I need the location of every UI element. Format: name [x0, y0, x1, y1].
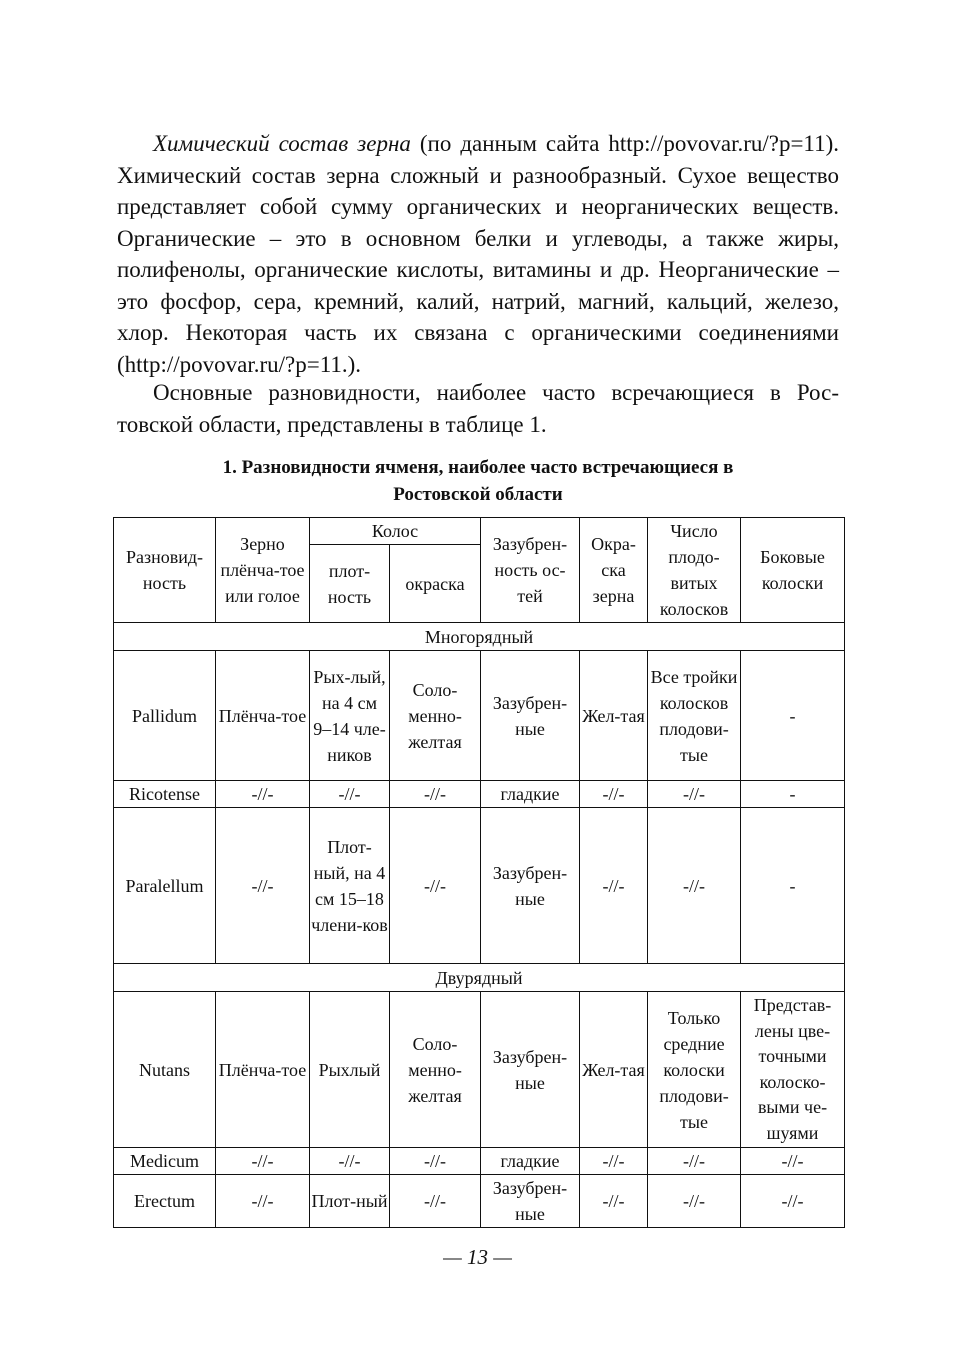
header-awns: Зазубрен-ность ос-тей: [481, 518, 580, 623]
cell-color: -//-: [390, 1148, 481, 1175]
cell-grain: Плёнча-тое: [216, 992, 310, 1148]
table-caption-line-2: Ростовской области: [393, 484, 563, 505]
cell-grain-color: Жел-тая: [580, 992, 648, 1148]
cell-awns: гладкие: [481, 781, 580, 808]
intro-paragraph: [117, 128, 839, 380]
cell-fertile: -//-: [648, 781, 741, 808]
cell-grain-color: -//-: [580, 781, 648, 808]
cell-grain-color: -//-: [580, 808, 648, 964]
cell-density: Плот-ный, на 4 см 15–18 члени-ков: [310, 808, 390, 964]
barley-varieties-table: [113, 517, 845, 1228]
variety-name: Paralellum: [114, 808, 216, 964]
variety-name: Ricotense: [114, 781, 216, 808]
table-reference-paragraph: Основные разновидности, наиболее часто всречающиеся в Ростовской области, представлены в таблице 1.: [117, 380, 839, 437]
cell-fertile: Все тройки колосков плодови-тые: [648, 651, 741, 781]
cell-color: -//-: [390, 1175, 481, 1228]
cell-grain: -//-: [216, 1148, 310, 1175]
intro-lead: Химический состав зерна: [153, 131, 411, 156]
cell-lateral: -: [741, 808, 845, 964]
variety-name: Nutans: [114, 992, 216, 1148]
table-caption-line-1: 1. Разновидности ячменя, наиболее часто встречающиеся в: [222, 457, 734, 478]
cell-fertile: -//-: [648, 1148, 741, 1175]
cell-fertile: -//-: [648, 1175, 741, 1228]
cell-lateral: Представ-лены цве-точными колоско-выми че-шуями: [741, 992, 845, 1148]
group-row-multirow: Многорядный: [114, 623, 845, 651]
cell-color: Соло-менно-желтая: [390, 651, 481, 781]
intro-text: (по данным сайта http://povovar.ru/?p=11). Химический состав зерна сложный и разнообразный. Сухое вещество представляет собой сумму органических и неорганических веществ. Органические – это в основном белки и углеводы, а также жиры, полифенолы, органические кислоты, витамины и др. Неорганические – это фосфор, сера, кремний, калий, натрий, магний, кальций, железо, хлор. Некоторая часть их связана с органическими соединениями (http://povovar.ru/?p=11.).: [117, 131, 839, 377]
header-fertile-spikelets: Число плодо-витых колосков: [648, 518, 741, 623]
cell-fertile: -//-: [648, 808, 741, 964]
cell-color: Соло-менно-желтая: [390, 992, 481, 1148]
cell-density: Рыхлый: [310, 992, 390, 1148]
variety-name: Pallidum: [114, 651, 216, 781]
cell-grain: -//-: [216, 1175, 310, 1228]
header-color: окраска: [390, 545, 481, 623]
cell-density: Плот-ный: [310, 1175, 390, 1228]
cell-awns: Зазубрен-ные: [481, 1175, 580, 1228]
header-ear: Колос: [310, 518, 481, 545]
group-row-two-row: Двурядный: [114, 964, 845, 992]
cell-awns: гладкие: [481, 1148, 580, 1175]
cell-awns: Зазубрен-ные: [481, 992, 580, 1148]
cell-awns: Зазубрен-ные: [481, 651, 580, 781]
cell-grain-color: -//-: [580, 1175, 648, 1228]
cell-density: Рых-лый, на 4 см 9–14 чле-ников: [310, 651, 390, 781]
header-grain: Зерно плёнча-тое или голое: [216, 518, 310, 623]
cell-lateral: -: [741, 781, 845, 808]
cell-lateral: -: [741, 651, 845, 781]
cell-grain: -//-: [216, 781, 310, 808]
variety-name: Erectum: [114, 1175, 216, 1228]
cell-density: -//-: [310, 781, 390, 808]
cell-grain: Плёнча-тое: [216, 651, 310, 781]
page-number: — 13 —: [443, 1245, 512, 1269]
cell-grain-color: Жел-тая: [580, 651, 648, 781]
cell-density: -//-: [310, 1148, 390, 1175]
cell-fertile: Только средние колоски плодови-тые: [648, 992, 741, 1148]
header-variety: Разновид-ность: [114, 518, 216, 623]
header-density: плот-ность: [310, 545, 390, 623]
cell-awns: Зазубрен-ные: [481, 808, 580, 964]
cell-grain-color: -//-: [580, 1148, 648, 1175]
header-lateral-spikelets: Боковые колоски: [741, 518, 845, 623]
table-caption: [117, 454, 839, 508]
cell-color: -//-: [390, 808, 481, 964]
cell-lateral: -//-: [741, 1175, 845, 1228]
variety-name: Medicum: [114, 1148, 216, 1175]
cell-lateral: -//-: [741, 1148, 845, 1175]
cell-color: -//-: [390, 781, 481, 808]
cell-grain: -//-: [216, 808, 310, 964]
header-grain-color: Окра-ска зерна: [580, 518, 648, 623]
